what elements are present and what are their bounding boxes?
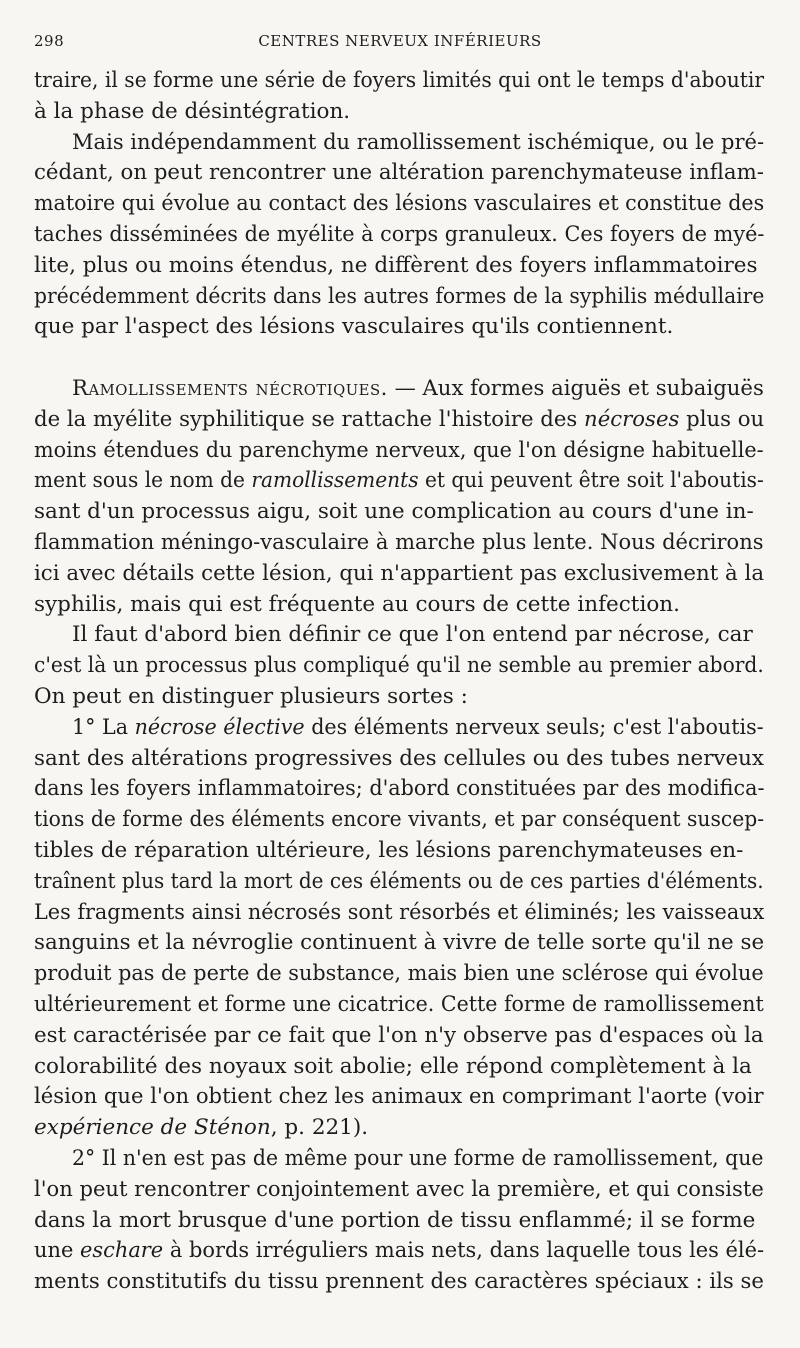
text-line: syphilis, mais qui est fréquente au cours de cette infection. [34,591,680,617]
running-head [34,32,766,56]
text-line: l'on peut rencontrer conjointement avec la première, et qui consiste [34,1176,764,1202]
italic-term: nécroses [584,406,680,432]
text-line: dans les foyers inflammatoires; d'abord constituées par des modifica- [34,776,765,802]
text-line: matoire qui évolue au contact des lésions vasculaires et constitue des [34,191,765,217]
text-line: dans la mort brusque d'une portion de tissu enflammé; il se forme [34,1207,756,1233]
text-line: Les fragments ainsi nécrosés sont résorbés et éliminés; les vaisseaux [34,899,765,925]
text-line: lite, plus ou moins étendus, ne diffèrent des foyers inflammatoires [34,252,758,278]
text-line [34,466,764,497]
running-title: CENTRES NERVEUX INFÉRIEURS [258,32,542,50]
text-line: que par l'aspect des lésions vasculaires qu'ils contiennent. [34,314,674,340]
text-line [34,1113,764,1144]
text-fragment: de la myélite syphilitique se rattache l'histoire des [34,406,585,432]
text-line [34,374,764,405]
text-line: traire, il se forme une série de foyers limités qui ont le temps d'aboutir [34,68,765,93]
italic-term: ramollissements [251,468,419,494]
text-fragment: — Aux formes aiguës et subaiguës [387,376,764,401]
text-line: ici avec détails cette lésion, qui n'appartient pas exclusivement à la [34,560,765,586]
text-line: colorabilité des noyaux soit abolie; elle répond complètement à la [34,1053,752,1079]
text-fragment: plus ou [679,406,765,432]
text-line: ultérieurement et forme une cicatrice. Cette forme de ramollissement [34,991,764,1017]
text-fragment: 1° La [72,714,135,740]
text-line: 2° Il n'en est pas de même pour une forme de ramollissement, que [72,1145,764,1171]
italic-term: expérience de Sténon [34,1115,271,1141]
text-line: traînent plus tard la mort de ces éléments ou de ces parties d'éléments. [34,868,764,894]
text-line: est caractérisée par ce fait que l'on n'y observe pas d'espaces où la [34,1022,764,1048]
text-line: taches disséminées de myélite à corps granuleux. Ces foyers de myé- [34,221,765,247]
text-fragment: des éléments nerveux seuls; c'est l'aboutis- [304,714,764,740]
text-line: sant des altérations progressives des cellules ou des tubes nerveux [34,745,764,771]
text-line: tions de forme des éléments encore vivants, et par conséquent suscep- [34,807,765,833]
text-line: ments constitutifs du tissu prennent des caractères spéciaux : ils se [34,1269,764,1295]
text-fragment: à bords irréguliers mais nets, dans laquelle tous les élé- [163,1238,765,1264]
text-line: Mais indépendamment du ramollissement ischémique, ou le pré- [72,129,765,155]
text-line: c'est là un processus plus compliqué qu'il ne semble au premier abord. [34,653,764,679]
text-line: lésion que l'on obtient chez les animaux en comprimant l'aorte (voir [34,1084,764,1110]
text-line: sanguins et la névroglie continuent à vivre de telle sorte qu'il ne se [34,930,765,956]
text-line: Il faut d'abord bien définir ce que l'on entend par nécrose, car [72,622,753,648]
text-line [34,713,764,744]
text-line: On peut en distinguer plusieurs sortes : [34,683,468,709]
section-heading: Ramollissements nécrotiques. [72,376,388,401]
page-number: 298 [34,32,65,50]
text-line [34,405,764,436]
text-line: cédant, on peut rencontrer une altération parenchymateuse inflam- [34,160,764,186]
paragraph-block-1 [34,66,764,343]
text-fragment: une [34,1238,81,1264]
text-line: produit pas de perte de substance, mais bien une sclérose qui évolue [34,961,764,987]
text-fragment: , p. 221). [270,1115,369,1141]
text-line: moins étendues du parenchyme nerveux, que l'on désigne habituelle- [34,437,764,463]
text-fragment: ment sous le nom de [34,468,252,494]
text-line: sant d'un processus aigu, soit une complication au cours d'une in- [34,499,754,525]
text-line [34,1236,764,1267]
text-line: à la phase de désintégration. [34,98,351,124]
text-fragment: et qui peuvent être soit l'aboutis- [418,468,764,494]
text-line: tibles de réparation ultérieure, les lésions parenchymateuses en- [34,837,744,863]
italic-term: eschare [80,1238,164,1264]
italic-term: nécrose élective [134,714,305,740]
text-line: précédemment décrits dans les autres formes de la syphilis médullaire [34,283,765,309]
paragraph-block-2 [34,374,764,1298]
text-line: flammation méningo-vasculaire à marche plus lente. Nous décrirons [34,529,764,555]
